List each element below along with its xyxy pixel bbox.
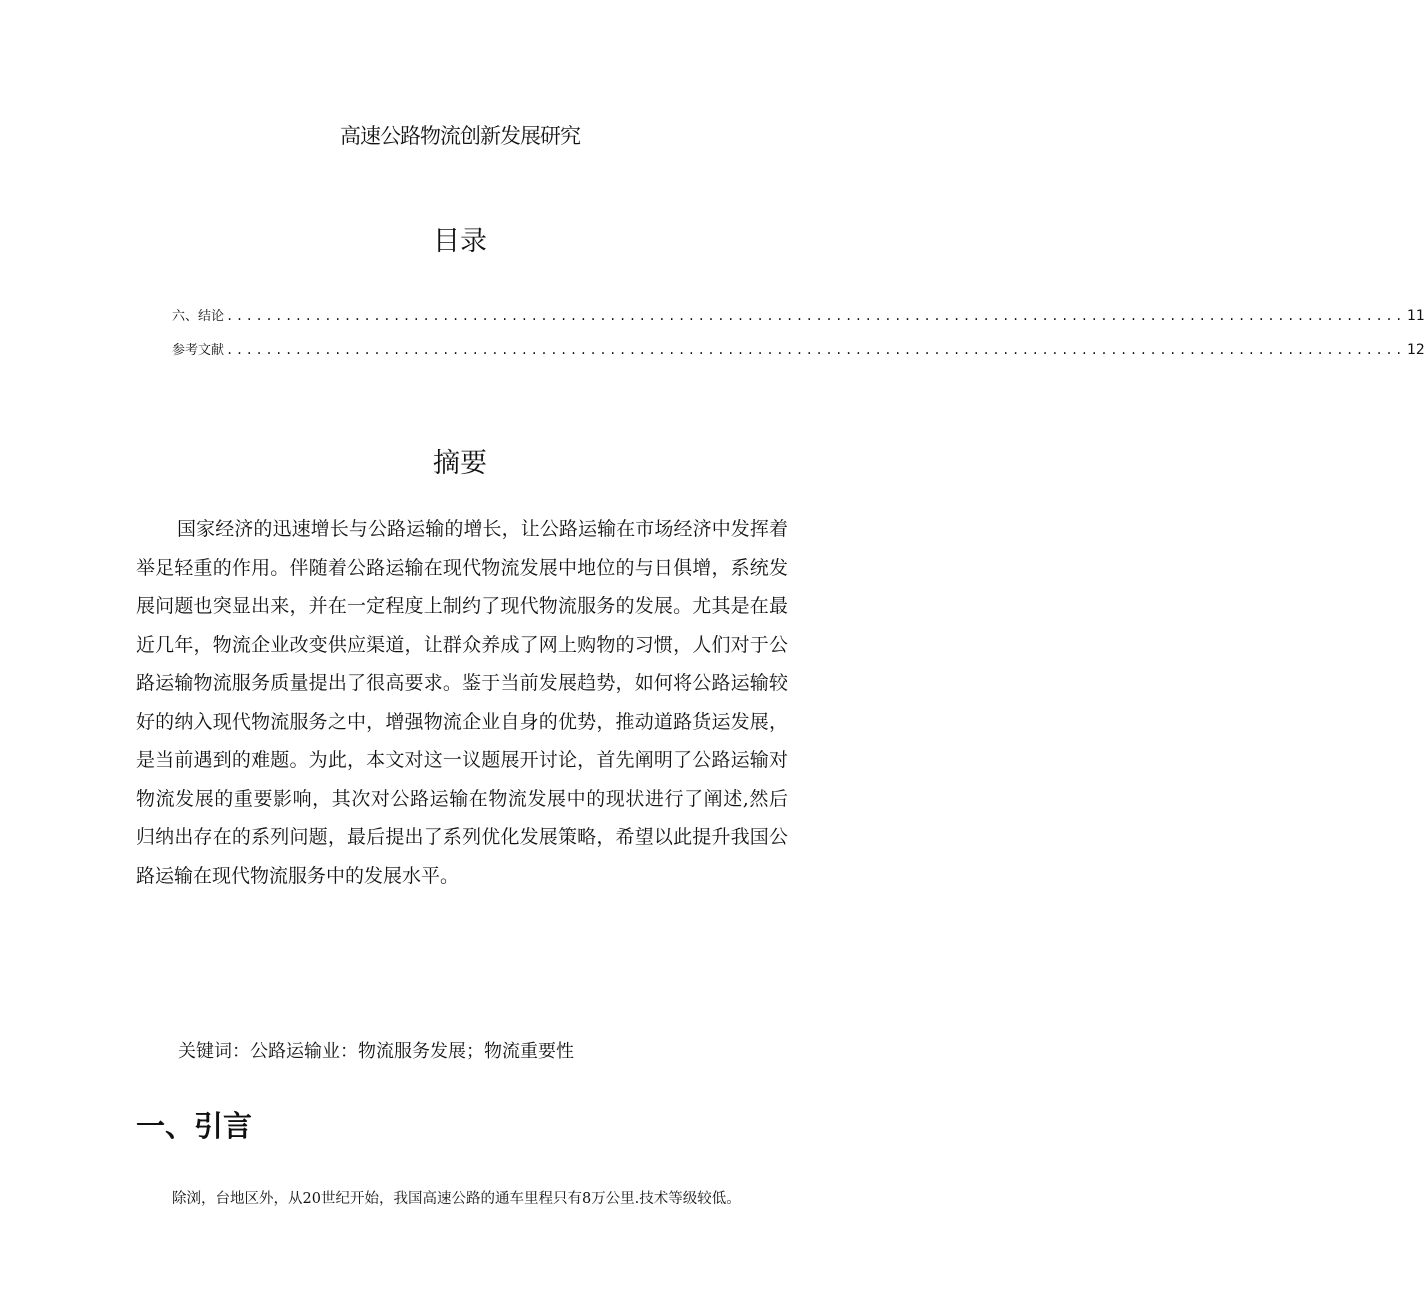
toc-entry-label: 参考文献 (172, 343, 225, 358)
toc-entry-page: 12 (1406, 342, 1425, 358)
toc-entry-label: 六、结论 (172, 309, 225, 324)
keywords: 关键词：公路运输业：物流服务发展；物流重要性 (178, 1041, 574, 1062)
section-heading-introduction: 一、引言 (136, 1109, 253, 1143)
document-title: 高速公路物流创新发展研究 (340, 124, 580, 148)
table-of-contents (172, 306, 1425, 374)
abstract-body: 国家经济的迅速增长与公路运输的增长，让公路运输在市场经济中发挥着举足轻重的作用。伴随着公路运输在现代物流发展中地位的与日俱增，系统发展问题也突显出来，并在一定程度上制约了现代物流服务的发展。尤其是在最近几年，物流企业改变供应渠道，让群众养成了网上购物的习惯，人们对于公路运输物流服务质量提出了很高要求。鉴于当前发展趋势，如何将公路运输较好的纳入现代物流服务之中，增强物流企业自身的优势，推动道路货运发展，是当前遇到的难题。为此，本文对这一议题展开讨论，首先阐明了公路运输对物流发展的重要影响，其次对公路运输在物流发展中的现状进行了阐述,然后归纳出存在的系列问题，最后提出了系列优化发展策略，希望以此提升我国公路运输在现代物流服务中的发展水平。 (136, 518, 788, 887)
toc-entry[interactable] (172, 306, 1425, 340)
toc-entry[interactable] (172, 340, 1425, 374)
toc-leader-dots: ........................................................................................................................ (226, 343, 1405, 357)
abstract-heading: 摘要 (433, 448, 487, 479)
introduction-paragraph: 除浏，台地区外，从20世纪开始，我国高速公路的通车里程只有8万公里.技术等级较低。 (172, 1191, 741, 1207)
toc-leader-dots: ........................................................................................................................ (226, 309, 1405, 323)
toc-heading: 目录 (433, 226, 487, 257)
toc-entry-page: 11 (1406, 308, 1425, 324)
